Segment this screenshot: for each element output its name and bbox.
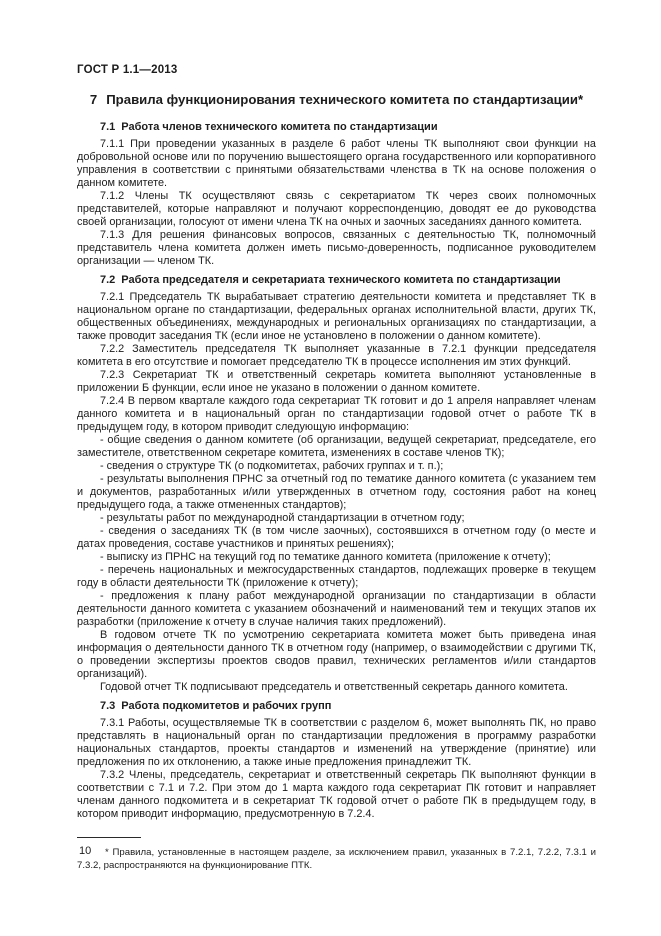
section-heading-7-3 bbox=[77, 700, 596, 713]
list-item: - предложения к плану работ международной организации по стандартизации в области деятельности данного комитета с указанием обозначений и наименований тем и текущих этапов их разработки (приложение к отчету в случае наличия таких предложений). bbox=[77, 590, 596, 628]
paragraph-annual-report-signing: Годовой отчет ТК подписывают председатель и ответственный секретарь данного комитета. bbox=[100, 681, 568, 693]
paragraph-7-1-1: 7.1.1 При проведении указанных в разделе 6 работ члены ТК выполняют свои функции на добровольной основе или по поручению вышестоящего органа государственного или корпоративного управления в соответствии с принятыми обязательствами членства в ТК на основе положения о данном комитете. bbox=[77, 138, 596, 189]
paragraph-7-2-1: 7.2.1 Председатель ТК вырабатывает стратегию деятельности комитета и представляет ТК в национальном органе по стандартизации, федеральных органах исполнительной власти, других ТК, общественных объединениях, международных и региональных организациях по стандартизации, а также проводит заседания ТК (если иное не установлено в положении о данном комитете). bbox=[77, 291, 596, 342]
section-heading-7-1 bbox=[77, 121, 596, 134]
section-heading-text: Работа председателя и секретариата технического комитета по стандартизации bbox=[121, 274, 561, 286]
chapter-title bbox=[77, 92, 596, 108]
section-heading-text: Работа подкомитетов и рабочих групп bbox=[121, 700, 332, 712]
list-item: - выписку из ПРНС на текущий год по тематике данного комитета (приложение к отчету); bbox=[100, 551, 551, 563]
footnote-block bbox=[77, 837, 596, 872]
section-number: 7.3 bbox=[100, 700, 116, 712]
paragraph-7-1-2: 7.1.2 Члены ТК осуществляют связь с секретариатом ТК через своих полномочных представителей, которые направляют и получают корреспонденцию, доводят ее до руководства своей организации, голосуют от имени члена ТК на очных и заочных заседаниях данного комитета. bbox=[77, 190, 596, 228]
footnote-text: * Правила, установленные в настоящем разделе, за исключением правил, указанных в 7.2.1, 7.2.2, 7.3.1 и 7.3.2, распространяются на функционирование ПТК. bbox=[77, 847, 596, 871]
paragraph-7-2-2: 7.2.2 Заместитель председателя ТК выполняет указанные в 7.2.1 функции председателя комитета в его отсутствие и помогает председателю ТК в процессе исполнения им этих функций. bbox=[77, 343, 596, 368]
list-item: - сведения о заседаниях ТК (в том числе заочных), состоявшихся в отчетном году (о месте и датах проведения, составе участников и принятых решениях); bbox=[77, 525, 596, 550]
list-item: - результаты работ по международной стандартизации в отчетном году; bbox=[100, 512, 465, 524]
paragraph-7-2-3: 7.2.3 Секретариат ТК и ответственный секретарь комитета выполняют установленные в приложении Б функции, если иное не указано в положении о данном комитете. bbox=[77, 369, 596, 394]
list-item: - перечень национальных и межгосударственных стандартов, подлежащих проверке в текущем году в области деятельности ТК (приложение к отчету); bbox=[77, 564, 596, 589]
paragraph-7-3-2: 7.3.2 Члены, председатель, секретариат и ответственный секретарь ПК выполняют функции в соответствии с 7.1 и 7.2. При этом до 1 марта каждого года секретариат ПК готовит и направляет членам данного подкомитета и в секретариат ТК годовой отчет о работе ПК в предыдущем году, в котором приводит информацию, предусмотренную в 7.2.4. bbox=[77, 769, 596, 820]
list-item: - сведения о структуре ТК (о подкомитетах, рабочих группах и т. п.); bbox=[100, 460, 444, 472]
paragraph-annual-report-note: В годовом отчете ТК по усмотрению секретариата комитета может быть приведена иная информация о деятельности данного ТК в отчетном году (например, о взаимодействии с другими ТК, о проведении экспертизы проектов сводов правил, технических регламентов и/или стандартов организаций). bbox=[77, 629, 596, 680]
paragraph-7-3-1: 7.3.1 Работы, осуществляемые ТК в соответствии с разделом 6, может выполнять ПК, но право представлять в национальный орган по стандартизации предложения в программу разработки национальных стандартов, проекты стандартов и изменений на утверждение (принятие) или предложения по их отклонению, а также иные предложения принадлежит ТК. bbox=[77, 717, 596, 768]
footnote-rule bbox=[77, 837, 141, 838]
paragraph-7-2-4: 7.2.4 В первом квартале каждого года секретариат ТК готовит и до 1 апреля направляет членам данного комитета и в национальный орган по стандартизации годовой отчет о работе ТК в предыдущем году, в котором приводит следующую информацию: bbox=[77, 395, 596, 433]
paragraph-7-1-3: 7.1.3 Для решения финансовых вопросов, связанных с деятельностью ТК, полномочный представитель члена комитета должен иметь письмо-доверенность, подписанное руководителем организации — членом ТК. bbox=[77, 229, 596, 267]
page-number: 10 bbox=[79, 845, 92, 857]
section-heading-text: Работа членов технического комитета по стандартизации bbox=[121, 121, 438, 133]
chapter-title-text: Правила функционирования технического комитета по стандартизации* bbox=[106, 92, 584, 107]
page-content bbox=[77, 64, 596, 872]
list-item: - результаты выполнения ПРНС за отчетный год по тематике данного комитета (с указанием тем и документов, разработанных и/или утвержденных в отчетном году, состояния работ на конец предыдущего года, а также отмененных стандартов); bbox=[77, 473, 596, 511]
list-item: - общие сведения о данном комитете (об организации, ведущей секретариат, председателе, его заместителе, ответственном секретаре комитета, изменениях в составе членов ТК); bbox=[77, 434, 596, 459]
section-number: 7.1 bbox=[100, 121, 116, 133]
section-heading-7-2 bbox=[77, 274, 596, 287]
section-number: 7.2 bbox=[100, 274, 116, 286]
chapter-number: 7 bbox=[89, 92, 98, 107]
doc-reference: ГОСТ Р 1.1—2013 bbox=[77, 64, 178, 76]
